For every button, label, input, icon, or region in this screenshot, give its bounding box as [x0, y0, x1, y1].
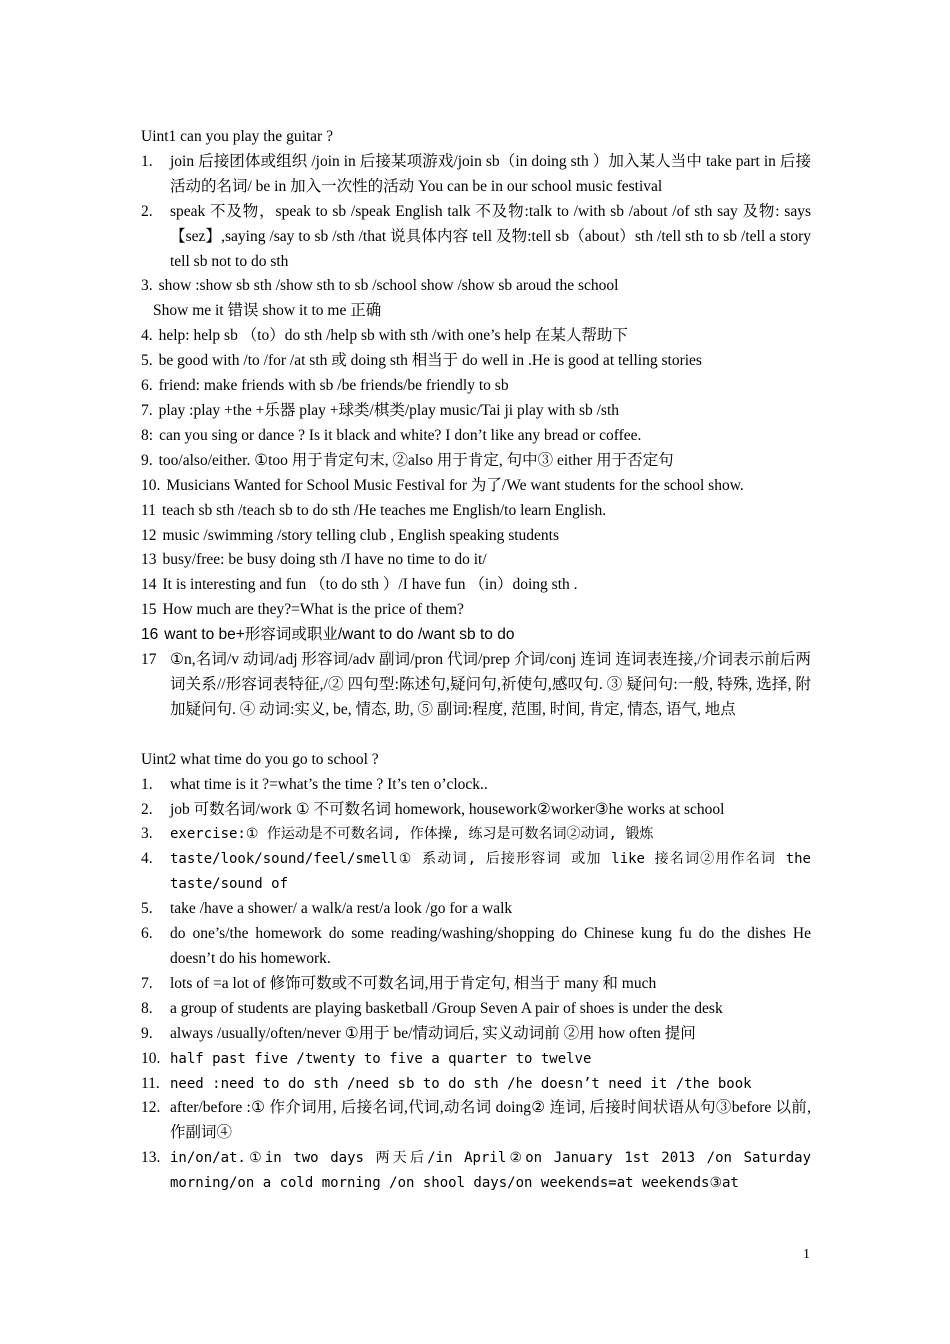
list-item [141, 449, 811, 474]
item-number: 4. [141, 850, 153, 868]
list-item [141, 1047, 811, 1072]
item-number: 12. [141, 1099, 161, 1117]
item-text: be good with /to /for /at sth 或 doing sth 相当于 do well in .He is good at telling stories [158, 352, 702, 370]
unit2-title: Uint2 what time do you go to school ? [141, 750, 379, 768]
item-text: lots of =a lot of 修饰可数或不可数名词,用于肯定句, 相当于 many 和 much [170, 974, 657, 992]
item-text: It is interesting and fun （to do sth ）/I have fun （in）doing sth . [162, 576, 578, 594]
document-body [141, 125, 811, 1196]
item-text: play :play +the +乐器 play +球类/棋类/play music/Tai ji play with sb /sth [158, 401, 620, 419]
list-item [141, 474, 811, 499]
list-item-continuation [141, 299, 811, 324]
item-number: 15 [141, 601, 157, 619]
item-number: 12 [141, 526, 157, 544]
list-item [141, 1146, 811, 1196]
list-item [141, 548, 811, 573]
item-number: 17 [141, 651, 157, 669]
item-text: too/also/either. ①too 用于肯定句末, ②also 用于肯定, 句中③ either 用于否定句 [158, 451, 674, 469]
item-number: 14 [141, 576, 157, 594]
list-item [141, 798, 811, 823]
item-number: 5. [141, 900, 153, 918]
item-text: in/on/at.①in two days 两天后/in April②on January 1st 2013 /on Saturday morning/on a cold morning /on shool days/on weekends=at weekends③at [170, 1150, 811, 1192]
item-number: 6. [141, 925, 153, 943]
item-number: 1. [141, 152, 153, 170]
item-text: take /have a shower/ a walk/a rest/a look /go for a walk [170, 900, 513, 918]
item-text: a group of students are playing basketball /Group Seven A pair of shoes is under the desk [170, 999, 723, 1017]
item-number: 3. [141, 277, 153, 295]
item-text: help: help sb （to）do sth /help sb with sth /with one’s help 在某人帮助下 [158, 327, 628, 345]
item-text: busy/free: be busy doing sth /I have no time to do it/ [162, 551, 487, 569]
item-text: job 可数名词/work ① 不可数名词 homework, housework②worker③he works at school [170, 800, 725, 818]
list-item [141, 773, 811, 798]
item-number: 11. [141, 1074, 160, 1092]
item-text: teach sb sth /teach sb to do sth /He teaches me English/to learn English. [161, 501, 607, 519]
item-text: half past five /twenty to five a quarter to twelve [170, 1050, 592, 1067]
item-text: want to be+形容词或职业/want to do /want sb to do [164, 626, 515, 644]
item-number: 1. [141, 775, 153, 793]
item-number: 3. [141, 825, 153, 843]
list-item [141, 399, 811, 424]
item-number: 7. [141, 401, 153, 419]
item-text: Show me it 错误 show it to me 正确 [153, 302, 382, 320]
item-number: 8: [141, 426, 154, 444]
list-item [141, 598, 811, 623]
item-number: 2. [141, 800, 153, 818]
item-number: 13 [141, 551, 157, 569]
item-number: 8. [141, 999, 153, 1017]
item-number: 9. [141, 451, 153, 469]
item-text: taste/look/sound/feel/smell① 系动词, 后接形容词 或加 like 接名词②用作名词 the taste/sound of [170, 851, 811, 893]
item-number: 13. [141, 1149, 161, 1167]
list-item [141, 524, 811, 549]
item-number: 11 [141, 501, 156, 519]
list-item [141, 1022, 811, 1047]
unit1-title: Uint1 can you play the guitar ? [141, 128, 333, 145]
list-item [141, 623, 811, 648]
item-text: join 后接团体或组织 /join in 后接某项游戏/join sb（in doing sth ）加入某人当中 take part in 后接活动的名词/ be in 加入一次性的活动 You can be in our school music festival [170, 152, 811, 195]
item-text: need :need to do sth /need sb to do sth /he doesn’t need it /the book [170, 1075, 752, 1092]
list-item [141, 847, 811, 897]
item-text: music /swimming /story telling club , English speaking students [162, 526, 560, 544]
list-item [141, 822, 811, 847]
item-text: friend: make friends with sb /be friends/be friendly to sb [158, 377, 509, 395]
list-item [141, 1096, 811, 1146]
list-item [141, 150, 811, 200]
item-number: 5. [141, 352, 153, 370]
item-text: after/before :① 作介词用, 后接名词,代词,动名词 doing② 连词, 后接时间状语从句③before 以前, 作副词④ [170, 1099, 811, 1142]
page-number: 1 [803, 1247, 810, 1262]
item-number: 4. [141, 327, 153, 345]
list-item [141, 648, 811, 723]
item-number: 6. [141, 377, 153, 395]
list-item [141, 922, 811, 972]
item-number: 9. [141, 1024, 153, 1042]
item-number: 16 [141, 626, 159, 644]
item-text: what time is it ?=what’s the time ? It’s ten o’clock.. [170, 775, 488, 793]
list-item [141, 200, 811, 275]
list-item [141, 499, 811, 524]
list-item [141, 349, 811, 374]
list-item [141, 972, 811, 997]
item-text: show :show sb sth /show sth to sb /school show /show sb aroud the school [158, 277, 619, 295]
item-number: 7. [141, 974, 153, 992]
item-number: 10. [141, 476, 161, 494]
item-text: can you sing or dance ? Is it black and white? I don’t like any bread or coffee. [159, 426, 642, 444]
list-item [141, 573, 811, 598]
item-number: 2. [141, 202, 153, 220]
item-text: exercise:① 作运动是不可数名词, 作体操, 练习是可数名词②动词, 锻炼 [170, 826, 654, 843]
list-item [141, 897, 811, 922]
section-spacer [141, 723, 811, 748]
list-item [141, 1072, 811, 1097]
item-text: speak 不及物，speak to sb /speak English talk 不及物:talk to /with sb /about /of sth say 及物: says【sez】,saying /say to sb /sth /that 说具体内容 tell 及物:tell sb（about）sth /tell sth to sb /tell a story tell sb not to do sth [170, 202, 811, 270]
item-text: always /usually/often/never ①用于 be/情动词后, 实义动词前 ②用 how often 提问 [170, 1024, 696, 1042]
item-text: ①n,名词/v 动词/adj 形容词/adv 副词/pron 代词/prep 介词/conj 连词 连词表连接,/介词表示前后两词关系//形容词表特征,/② 四句型:陈述句,疑问句,祈使句,感叹句. ③ 疑问句:一般, 特殊, 选择, 附加疑问句. ④ 动词:实义, be, 情态, 助, ⑤ 副词:程度, 范围, 时间, 肯定, 情态, 语气, 地点 [170, 651, 811, 718]
item-text: Musicians Wanted for School Music Festival for 为了/We want students for the school show. [166, 476, 744, 494]
list-item [141, 274, 811, 299]
list-item [141, 324, 811, 349]
item-number: 10. [141, 1049, 161, 1067]
list-item [141, 374, 811, 399]
list-item [141, 997, 811, 1022]
list-item [141, 424, 811, 449]
item-text: How much are they?=What is the price of them? [162, 601, 464, 619]
item-text: do one’s/the homework do some reading/washing/shopping do Chinese kung fu do the dishes He doesn’t do his homework. [170, 925, 811, 967]
